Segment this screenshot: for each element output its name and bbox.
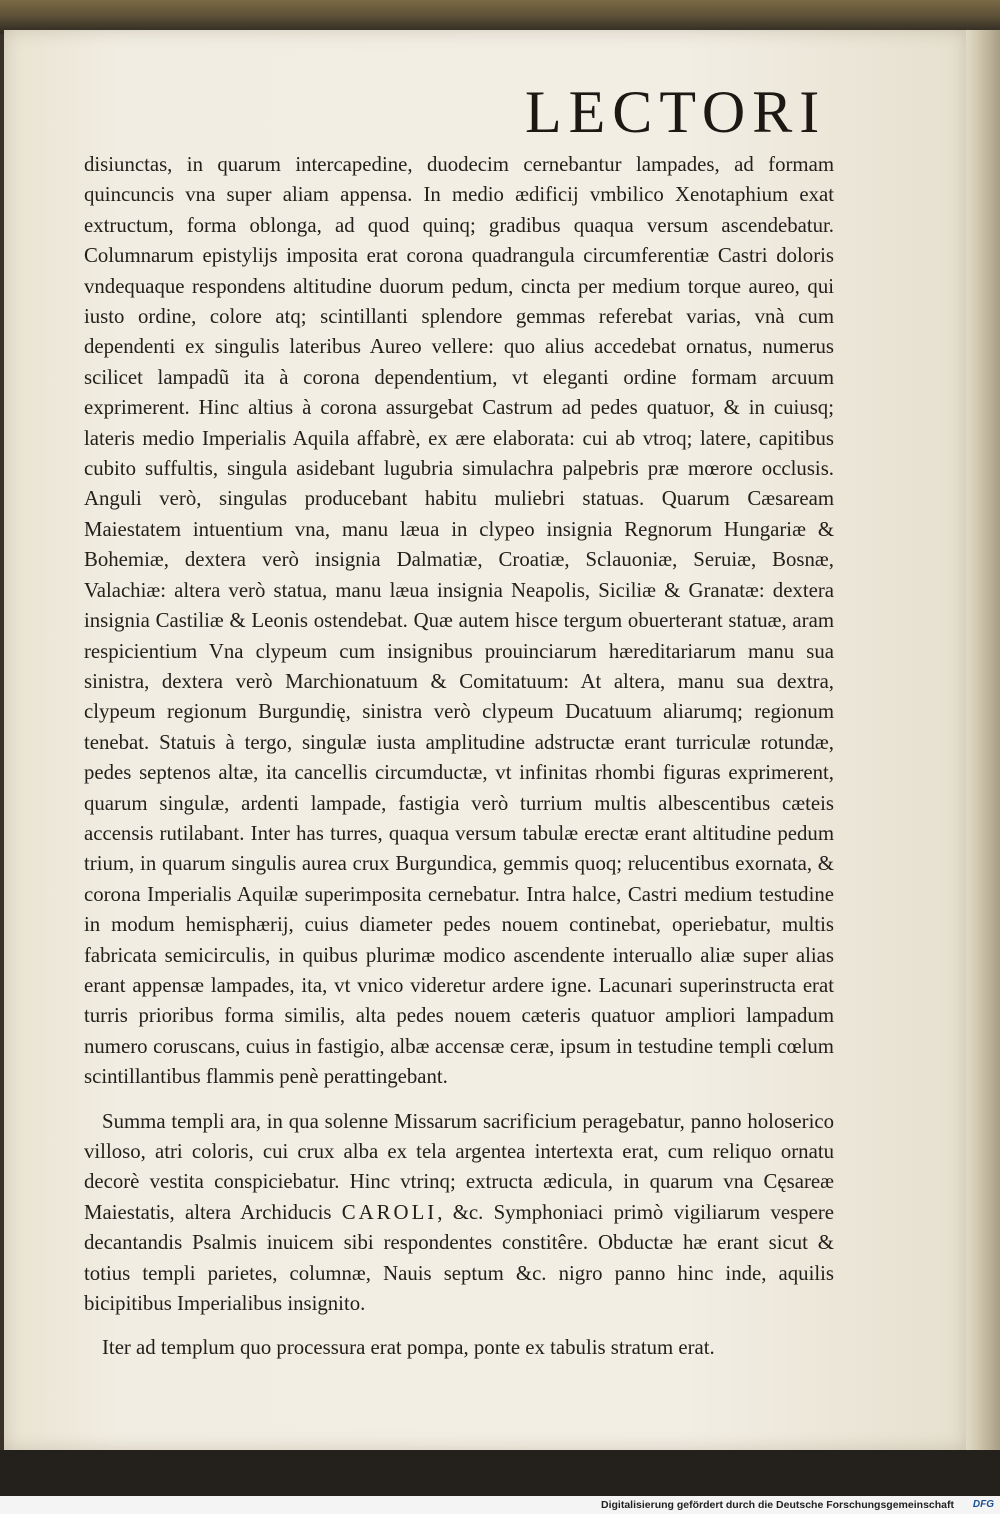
book-spine-edge [0, 0, 1000, 34]
running-header: LECTORI [525, 79, 827, 145]
scan-background [0, 1450, 1000, 1496]
name-caps: CAROLI [341, 1200, 438, 1224]
paragraph-2-tail: , &c. Symphoniaci primò vigiliarum vespere decantandis Psalmis inuicem sibi respondentes constitêre. Obductæ hæ erant sicut & totius templi parietes, columnæ, Nauis septum &c. nigro panno hinc inde, aquilis bicipitibus Imperialibus insignito. [84, 1200, 834, 1316]
paragraph-3: Iter ad templum quo processura erat pompa, ponte ex tabulis stratum erat. [102, 1336, 715, 1360]
paragraph-2 [84, 1107, 834, 1320]
paragraph-2-text: Summa templi ara, in qua solenne Missarum sacrificium peragebatur, panno holoserico villoso, atri coloris, cui crux alba ex tela argentea intertexta erat, cum reliquo ornatu decorè vestita conspiciebatur. Hinc vtrinq; extructa ædicula, in quarum vna Cęsareæ Maiestatis, altera Archiducis [84, 1109, 834, 1224]
adjacent-page-edge [965, 30, 1000, 1450]
body-text [84, 150, 834, 1364]
paragraph-1: disiunctas, in quarum intercapedine, duodecim cernebantur lampades, ad formam quincuncis vna super aliam appensa. In medio ædificij vmbilico Xenotaphium exat extructum, forma oblonga, ad quod quinq; gradibus quaqua versum ascendebatur. Columnarum epistylijs imposita erat corona quadrangula circumferentiæ Castri doloris vndequaque respondens altitudine duorum pedum, cincta per medium torque aureo, qui iusto ordine, colore atq; scintillanti splendore gemmas referebat varias, vnà cum dependenti ex singulis lateribus Aureo vellere: quo alius accedebat ornatus, numerus scilicet lampadũ ita à corona dependentium, vt eleganti ordine formam arcuum exprimerent. Hinc altius à corona assurgebat Castrum ad pedes quatuor, & in cuiusq; lateris medio Imperialis Aquila affabrè, ex ære elaborata: cui ab vtroq; latere, capitibus cubito suffultis, singula asidebant lugubria simulachra palpebris præ mœrore occlusis. Anguli verò, singulas producebant habitu muliebri statuas. Quarum Cæsaream Maiestatem intuentium vna, manu læua in clypeo insignia Regnorum Hungariæ & Bohemiæ, dextera verò insignia Dalmatiæ, Croatiæ, Sclauoniæ, Seruiæ, Bosnæ, Valachiæ: altera verò statua, manu læua insignia Neapolis, Siciliæ & Granatæ: dextera insignia Castiliæ & Leonis ostendebat. Quæ autem hisce tergum obuerterant statuæ, aram respicientium Vna clypeum cum insignibus prouinciarum hæreditariarum manu sua sinistra, dextera verò Marchionatuum & Comitatuum: At altera, manu sua dextra, clypeum regionum Burgundię, sinistra verò clypeum Ducatuum aliarumq; regionum tenebat. Statuis à tergo, singulæ iusta amplitudine adstructæ erant turriculæ rotundæ, pedes septenos altæ, ita cancellis circumductæ, vt infinitas rhombi figuras exprimerent, quarum singulæ, ardenti lampade, fastigia verò turrium multis albescentibus cæteis accensis rutilabant. Inter has turres, quaqua versum tabulæ erectæ erant altitudine pedum trium, in quarum singulis aurea crux Burgundica, gemmis quoq; relucentibus exornata, & corona Imperialis Aquilæ superimposita cernebatur. Intra halce, Castri medium testudine in modum hemisphærij, cuius diameter pedes nouem continebat, operiebatur, multis fabricata semicirculis, in quibus plurimæ modico ascendente interuallo aliæ super alias erant appensæ lampades, ita, vt vnico videretur ardere igne. Lacunari superinstructa erat turris prioribus forma similis, alta pedes nouem cæteris quatuor ampliori lampadum numero coruscans, cuius in fastigio, albæ accensæ ceræ, ipsum in testudine templi cœlum scintillantibus flammis penè perattingebant. [84, 153, 834, 1089]
dfg-logo: DFG [972, 1499, 994, 1510]
footer-credit: Digitalisierung gefördert durch die Deutsche Forschungsgemeinschaft [601, 1499, 954, 1511]
